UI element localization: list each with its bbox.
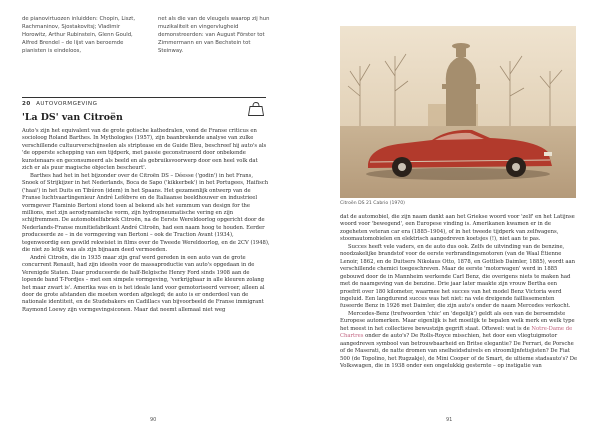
section-name: AUTOVORMGEVING — [36, 101, 98, 107]
continued-column-b — [158, 16, 276, 56]
paragraph: Barthes had het in het bijzonder over de Citroën DS – Déesse ('godin') in het Frans, Snoek of Strijkijzer in het Nederlands, Boca de Sapo ('kikkerbek') in het Portugees, Haifisch ('haai') in het Duits en Tibúron (idem) in het Spaans. Het gezamenlijk ontwerp van de Franse luchtvaartingenieur André Lefèbvre en de Italiaanse beeldhouwer en industrieel vormgever Flaminio Bertoni stond toen al bekend als het summum van design for the millions, met zijn aerodynamische vorm, zijn hydropneumatische vering en zijn schijfremmen. De automobielfabriek Citroën, na de Eerste Wereldoorlog opgericht door de Nederlands-Franse munitiefabrikant André Citroën, had een naam hoog te houden. Eerder produceerde ze – in de vormgeving van Bertoni – ook de Traction Avant (1934), tegenwoordig een gewild rekwisiet in films over de Tweede Wereldoorlog, en de 2CV (1948), die niet zo lelijk was als zijn bijnaam deed vermoeden. — [22, 172, 270, 254]
right-body-text — [340, 214, 578, 371]
highlighted-term: Notre-Dame de Chartres — [340, 325, 573, 340]
right-page — [300, 0, 600, 431]
page-number: 91 — [446, 417, 453, 423]
section-number: 20 — [22, 101, 31, 107]
paragraph: Succes heeft vele vaders, en de auto dus ook. Zelfs de uitvinding van de benzine, noodzakelijke brandstof voor de eerste verbrandingsmotoren (van de Waal Étienne Lenoir, 1862, en de Duitsers Nikolaus Otto, 1878, en Gottlieb Daimler, 1885), wordt aan verschillende chemici toegeschreven. Maar de eerste 'motorwagen' werd in 1885 gebouwd door de in Mannheim werkende Carl Benz, die overigens niets te maken had met de naamgeving van de benzine. Drie jaar later maakte zijn vrouw Bertha een proefrit over 180 kilometer, waarmee het succes van het model Benz Victoria werd ingeluid. Een langdurend succes was het niet: na vele dreigende faillissementen fuseerde Benz in 1926 met Daimler, die zijn auto's onder de naam Mercedes verkocht. — [340, 243, 575, 310]
car-photo — [340, 26, 576, 198]
continued-column-a — [22, 16, 140, 56]
section-label — [22, 101, 97, 107]
article-title: 'La DS' van Citroën — [22, 112, 123, 123]
section-divider — [22, 97, 266, 98]
paragraph: André Citroën, die in 1935 maar zijn graf werd gereden in een auto van de grote concurrent Renault, had zijn ideeën voor de massaproductie van auto's opgedaan in de Verenigde Staten. Daar produceerde de half-Belgische Henry Ford sinds 1908 aan de lopende band T-Fordjes – met een simpele vormgeving, 'verkrijgbaar in alle kleuren zolang het maar zwart is'. Amerika was en is het ideale land voor gemotoriseerd vervoer, alleen al door de grote afstanden die moeten worden afgelegd; de auto is er onderdeel van de nationale identiteit, en de Studebakers en Cadillacs van bijvoorbeeld de Franse immigrant Raymond Loewy zijn vormgevingsiconen. Maar dat neemt allemaal niet weg — [22, 254, 265, 313]
page-number: 90 — [150, 417, 157, 423]
paragraph: Mercedes-Benz (trefwoorden 'chic' en 'degelijk') geldt als een van de beroemdste Europese automerken. Maar eigenlijk is het moeilijk te bepalen welk merk en welk type het meest in het collectieve bewustzijn gegrift staat. Oftewel: wat is de Notre-Dame de Chartres onder de auto's? De Rolls-Royce misschien, het door een vliegtuigmotor aangedreven symbool van betrouwbaarheid en Britse elegantie? De Ferrari, de Porsche of de Maserati, de natte dromen van snelheidsduivels en stroomlijnfetisjisten? De Fiat 500 (de Topolino, het Rugzakje), de Mini Cooper of de Smart, de ultieme stadsauto's? De Volkswagen, die in 1938 onder een ongelukkig gesternte – op instigatie van — [340, 310, 578, 370]
handbag-icon — [247, 101, 265, 117]
continued-text-a: de pianovirtuozen inluidden: Chopin, Liszt, Rachmaninov, Sjostakovitsj; Vladimir Horowitz, Arthur Rubinstein, Glenn Gould, Alfred Brendel – de lijst van beroemde pianisten is eindeloos, — [22, 16, 136, 54]
paragraph: Auto's zijn het equivalent van de grote gotische kathedralen, vond de Franse criticus en socioloog Roland Barthes. In Mythologies (1957), zijn baanbrekende analyse van zulke verschillende cultuurverschijnselen als striptease en de Guide Bleu, beschreef hij auto's als 'de opperste schepping van een tijdperk, met passie geconstrueerd door onbekende kunstenaars en geconsumeerd als beeld en als gebruiksvoorwerp door een heel volk dat zich er als puur magische objecten bescheurt'. — [22, 128, 267, 172]
continued-text-b: net als die van de vleugels waarop zij hun muzikaliteit en vingervlugheid demonstreerden: van August Förster tot Zimmermann en van Bechstein tot Steinway. — [158, 16, 270, 54]
photo-caption: Citroën DS 21 Cabrio (1970) — [340, 201, 405, 206]
left-body-text — [22, 128, 270, 314]
paragraph: dat de automobiel, die zijn naam dankt aan het Griekse woord voor 'zelf' en het Latijnse woord voor 'bewegend', een Europese vinding is. Amerikanen kwamen er in de zogeheten veteran car era (1885–1904), of in het tweede tijdperk van zelfwagens, stoomautomobielen en elektrisch aangedreven koetsjes (!), niet aan te pas. — [340, 214, 575, 243]
